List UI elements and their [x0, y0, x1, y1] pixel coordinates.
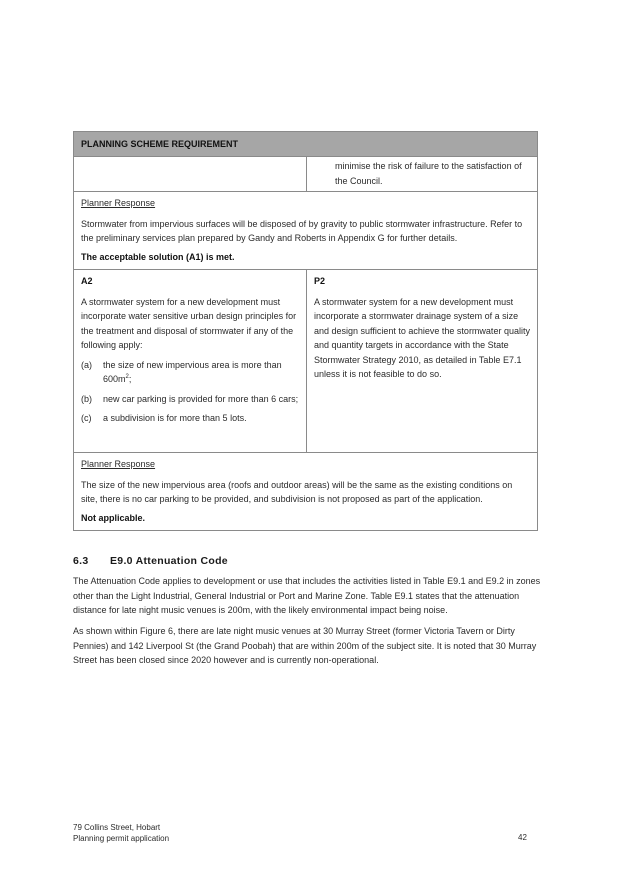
page-footer — [73, 822, 169, 844]
table-header: PLANNING SCHEME REQUIREMENT — [74, 132, 537, 157]
table-row-continuation — [74, 157, 537, 192]
p2-title: P2 — [314, 276, 326, 286]
list-item-number: (b) — [81, 393, 92, 404]
planner-response-result: The acceptable solution (A1) is met. — [81, 251, 235, 262]
section-number: 6.3 — [73, 555, 89, 567]
footer-address: 79 Collins Street, Hobart — [73, 823, 161, 832]
section-paragraph-2: As shown within Figure 6, there are late night music venues at 30 Murray Street (former Victoria Tavern or Dirty Pennies) and 142 Liverpool St (the Grand Poobah) that are within 200m of the subject site. It is noted that 30 Murray Street has been closed since 2020 however and is currently non-operational. — [73, 626, 537, 665]
planning-requirement-table — [73, 131, 538, 531]
planner-response-label: Planner Response — [81, 198, 156, 208]
table-row-response-1 — [74, 192, 537, 270]
section-heading — [73, 555, 228, 567]
footer-document-title: Planning permit application — [73, 834, 170, 843]
a2-intro: A stormwater system for a new development must incorporate water sensitive urban design principles for the treatment and disposal of stormwater if any of the following apply: — [81, 296, 297, 350]
planner-response-result: Not applicable. — [81, 512, 146, 523]
section-title: E9.0 Attenuation Code — [110, 555, 228, 567]
a2-title: A2 — [81, 276, 93, 286]
list-item-number: (c) — [81, 413, 92, 423]
continuation-text: minimise the risk of failure to the satisfaction of the Council. — [335, 161, 522, 186]
table-row-response-2 — [74, 453, 537, 530]
response-cell-1 — [74, 192, 537, 269]
a2-cell — [74, 270, 307, 452]
planner-response-label: Planner Response — [81, 459, 156, 469]
list-item — [81, 411, 299, 426]
list-item — [81, 392, 299, 407]
p2-text: A stormwater system for a new development must incorporate a stormwater drainage system of a size and design sufficient to achieve the stormwater quality and quantity targets in accordance with the State Stormwater Strategy 2010, as detailed in Table E7.1 unless it is not feasible to do so. — [314, 296, 530, 379]
list-item-text: new car parking is provided for more than 6 cars; — [103, 393, 299, 404]
planner-response-text: The size of the new impervious area (roofs and outdoor areas) will be the same as the existing conditions on site, there is no car parking to be provided, and subdivision is not proposed as part of the application. — [81, 479, 513, 504]
list-item-text: the size of new impervious area is more than $600m^2$; — [103, 359, 282, 384]
empty-cell — [74, 157, 307, 191]
list-item-text: a subdivision is for more than 5 lots. — [103, 413, 247, 423]
continuation-cell — [307, 157, 537, 191]
superscript: 2 — [125, 374, 129, 380]
section-paragraph-1: The Attenuation Code applies to development or use that includes the activities listed in Table E9.1 and E9.2 in zones other than the Light Industrial, General Industrial or Port and Marine Zone. Table E9.1 states that the attenuation distance for late night music venues is 200m, with the likely environmental impact being noise. — [73, 576, 541, 615]
response-cell-2 — [74, 453, 537, 530]
planner-response-text: Stormwater from impervious surfaces will be disposed of by gravity to public stormwater infrastructure. Refer to the preliminary services plan prepared by Gandy and Roberts in Appendix G for further details. — [81, 218, 523, 243]
list-item — [81, 358, 299, 387]
list-item-number: (a) — [81, 359, 92, 370]
page-number: 42 — [518, 833, 527, 842]
p2-cell — [307, 270, 537, 452]
table-row-a2-p2 — [74, 270, 537, 453]
